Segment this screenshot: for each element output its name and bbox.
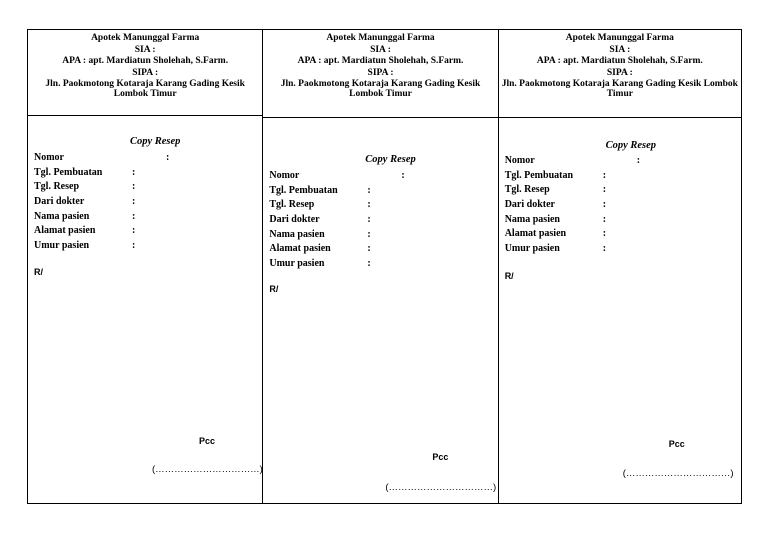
field-label: Nama pasien [504, 213, 560, 225]
field-label: Tgl. Pembuatan [34, 166, 103, 178]
field-nomor [504, 154, 641, 169]
signature-line: (……………………………) [385, 482, 497, 493]
field-tgl-pembuatan [34, 166, 136, 181]
field-colon: : [367, 199, 371, 211]
copy-resep-form-2 [262, 30, 497, 503]
pharmacy-header [28, 30, 262, 116]
field-colon: : [367, 228, 371, 240]
field-label: Alamat pasien [269, 243, 331, 255]
pharmacy-name: Apotek Manunggal Farma [326, 33, 435, 43]
field-colon: : [602, 184, 607, 196]
field-colon: : [367, 258, 371, 270]
field-colon: : [132, 196, 136, 208]
field-nomor [34, 151, 170, 166]
field-nama-pasien [34, 210, 136, 225]
pcc-label: Pcc [432, 452, 449, 462]
sipa-line: SIPA : [132, 67, 159, 78]
copy-resep-form-3 [498, 30, 741, 503]
form-title: Copy Resep [129, 136, 181, 147]
field-label: Tgl. Resep [504, 184, 550, 196]
field-label: Dari dokter [34, 196, 85, 208]
field-colon: : [132, 210, 136, 222]
field-dari-dokter [269, 213, 371, 228]
field-label: Tgl. Resep [269, 199, 315, 211]
signature-line: (……………………………) [622, 468, 734, 479]
pharmacy-header [263, 30, 497, 118]
field-alamat-pasien [34, 224, 136, 239]
field-tgl-resep [34, 180, 136, 195]
field-label: Alamat pasien [504, 228, 567, 240]
field-tgl-resep [269, 198, 371, 213]
field-dari-dokter [504, 198, 607, 213]
field-umur-pasien [34, 239, 136, 254]
field-umur-pasien [504, 242, 607, 257]
field-label: Nomor [504, 155, 535, 166]
field-nomor [269, 169, 405, 184]
pharmacy-header [499, 30, 741, 118]
field-label: Dari dokter [269, 214, 320, 226]
copy-resep-form-1 [28, 30, 262, 503]
field-umur-pasien [269, 257, 371, 272]
field-dari-dokter [34, 195, 136, 210]
apa-line: APA : apt. Mardiatun Sholehah, S.Farm. [297, 56, 464, 66]
prescription-copy-sheet [27, 29, 742, 504]
field-label: Tgl. Resep [34, 181, 79, 193]
pharmacy-name: Apotek Manunggal Farma [91, 33, 200, 43]
field-colon: : [636, 155, 641, 166]
apa-line: APA : apt. Mardiatun Sholehah, S.Farm. [536, 56, 703, 66]
field-colon: : [602, 169, 607, 181]
field-colon: : [132, 225, 136, 237]
field-tgl-pembuatan [504, 169, 607, 184]
pcc-label: Pcc [199, 436, 216, 446]
field-colon: : [367, 243, 371, 255]
field-tgl-pembuatan [269, 184, 371, 199]
field-colon: : [602, 199, 607, 211]
field-label: Nomor [269, 170, 300, 181]
sia-line: SIA : [134, 44, 156, 55]
form-fields [269, 169, 405, 272]
pharmacy-name: Apotek Manunggal Farma [565, 33, 674, 43]
field-label: Nama pasien [34, 210, 90, 222]
field-colon: : [132, 166, 136, 178]
field-label: Nomor [34, 152, 64, 163]
signature-line: (……………………………) [152, 464, 263, 475]
field-colon: : [602, 213, 607, 225]
form-fields [504, 154, 641, 257]
field-colon: : [602, 228, 607, 240]
sia-line: SIA : [609, 44, 631, 55]
field-colon: : [602, 243, 607, 255]
field-label: Alamat pasien [34, 225, 96, 237]
field-colon: : [367, 184, 371, 196]
field-colon: : [132, 240, 136, 252]
field-nama-pasien [269, 228, 371, 243]
recipe-symbol: R/ [34, 267, 43, 277]
field-tgl-resep [504, 183, 607, 198]
sipa-line: SIPA : [367, 67, 394, 78]
field-nama-pasien [504, 213, 607, 228]
sipa-line: SIPA : [606, 67, 633, 78]
field-colon: : [401, 170, 405, 181]
field-label: Umur pasien [269, 258, 325, 270]
field-label: Umur pasien [34, 240, 90, 252]
sia-line: SIA : [370, 44, 391, 55]
form-title: Copy Resep [365, 154, 416, 165]
field-colon: : [132, 181, 136, 193]
pharmacy-address: Jln. Paokmotong Kotaraja Karang Gading Kesik Lombok Timur [45, 79, 245, 99]
pharmacy-address: Jln. Paokmotong Kotaraja Karang Gading Kesik Lombok Timur [280, 79, 481, 99]
field-label: Dari dokter [504, 199, 555, 211]
pharmacy-address: Jln. Paokmotong Kotaraja Karang Gading Kesik Lombok Timur [501, 79, 738, 99]
field-alamat-pasien [504, 227, 607, 242]
field-label: Tgl. Pembuatan [269, 184, 338, 196]
field-label: Nama pasien [269, 228, 325, 240]
form-fields [34, 151, 170, 254]
field-colon: : [367, 214, 371, 226]
pcc-label: Pcc [668, 439, 685, 449]
recipe-symbol: R/ [269, 284, 279, 294]
field-alamat-pasien [269, 242, 371, 257]
recipe-symbol: R/ [504, 271, 514, 281]
apa-line: APA : apt. Mardiatun Sholehah, S.Farm. [62, 56, 229, 66]
form-title: Copy Resep [605, 140, 657, 151]
field-label: Umur pasien [504, 243, 560, 255]
field-colon: : [166, 152, 170, 163]
field-label: Tgl. Pembuatan [504, 169, 574, 181]
